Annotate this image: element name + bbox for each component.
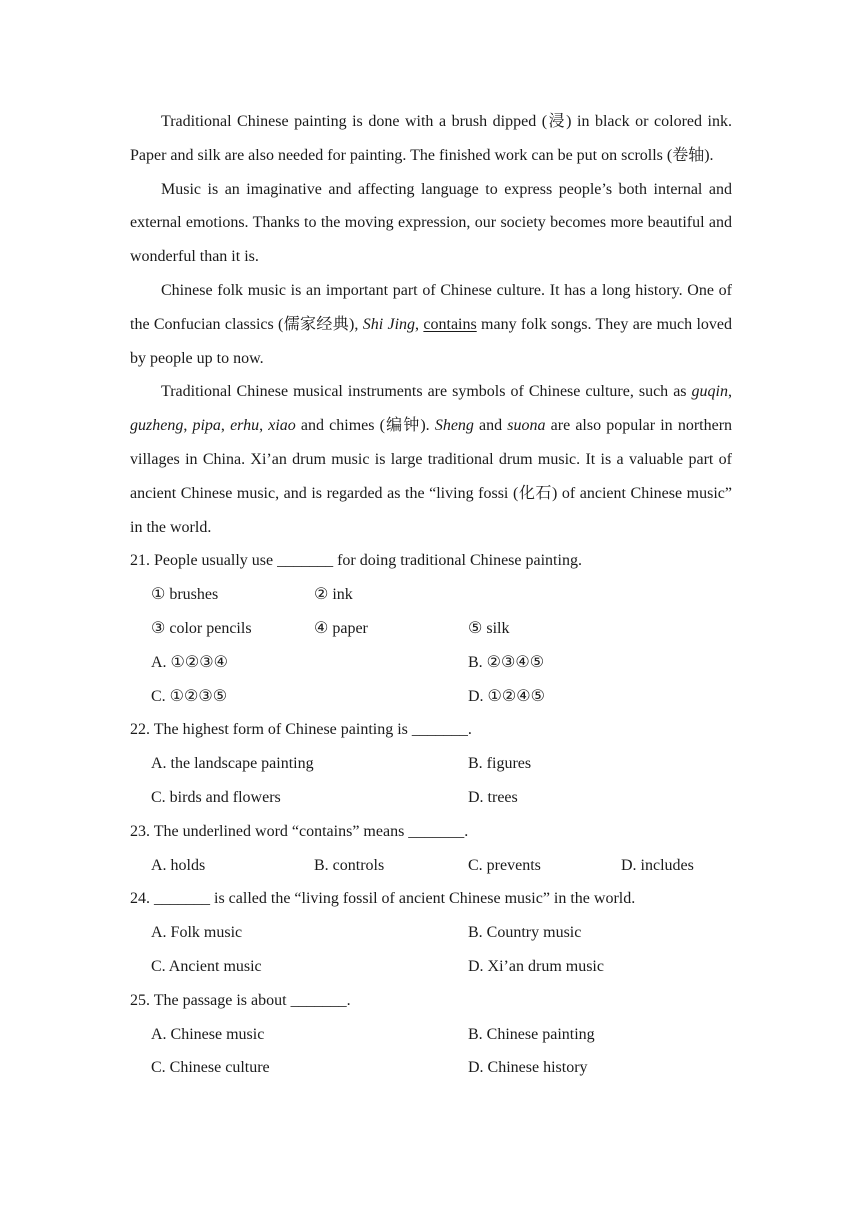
question-24-options-row-1 bbox=[130, 916, 732, 950]
question-21-items-row-2 bbox=[130, 612, 732, 646]
question-21-stem: 21. People usually use _______ for doing traditional Chinese painting. bbox=[130, 552, 582, 570]
question-23-stem: 23. The underlined word “contains” means _______. bbox=[130, 822, 469, 840]
italic-term: guqin bbox=[691, 383, 728, 401]
passage-paragraph-1: Traditional Chinese painting is done with a brush dipped (浸) in black or colored ink. Paper and silk are also needed for painting. The finished work can be put on scrolls (卷轴). bbox=[130, 113, 732, 164]
question-21-option-c: C. ①②③⑤ bbox=[151, 687, 228, 705]
question-21-option-d: D. ①②④⑤ bbox=[468, 687, 545, 705]
passage-paragraph-4: Traditional Chinese musical instruments are symbols of Chinese culture, such as guqin, guzheng, pipa, erhu, xiao and chimes (编钟). Sheng and suona are also popular in northern villages in China. Xi’an drum music is large traditional drum music. It is a valuable part of ancient Chinese music, and is regarded as the “living fossi (化石) of ancient Chinese music” in the world. bbox=[130, 383, 733, 536]
question-22-stem: 22. The highest form of Chinese painting is _______. bbox=[130, 721, 472, 739]
question-24-option-d: D. Xi’an drum music bbox=[468, 957, 604, 975]
question-21-option-b: B. ②③④⑤ bbox=[468, 653, 545, 671]
question-21-item: ① brushes bbox=[151, 586, 219, 604]
question-21-items-row-1 bbox=[130, 578, 732, 612]
question-24-option-a: A. Folk music bbox=[151, 924, 243, 942]
question-21-options-row-1 bbox=[130, 646, 732, 680]
italic-term: Sheng bbox=[434, 417, 474, 435]
question-22-option-a: A. the landscape painting bbox=[151, 755, 314, 773]
question-23-option-b: B. controls bbox=[314, 856, 385, 874]
passage-paragraph-3: Chinese folk music is an important part of Chinese culture. It has a long history. One of the Confucian classics (儒家经典), Shi Jing, contains many folk songs. They are much loved by people up to now. bbox=[130, 281, 733, 367]
underlined-word: contains bbox=[423, 315, 477, 333]
question-25-option-b: B. Chinese painting bbox=[468, 1025, 595, 1043]
question-22-option-b: B. figures bbox=[468, 755, 532, 773]
question-23-option-a: A. holds bbox=[151, 856, 206, 874]
question-21-item: ④ paper bbox=[314, 619, 368, 637]
question-21-item: ③ color pencils bbox=[151, 619, 252, 637]
question-25-option-a: A. Chinese music bbox=[151, 1025, 265, 1043]
question-23-option-d: D. includes bbox=[621, 856, 694, 874]
italic-term: erhu bbox=[230, 417, 260, 435]
question-25-options-row-1 bbox=[130, 1018, 732, 1052]
question-24-option-c: C. Ancient music bbox=[151, 957, 262, 975]
question-21-option-a: A. ①②③④ bbox=[151, 653, 228, 671]
italic-term: pipa bbox=[192, 417, 221, 435]
question-25-stem: 25. The passage is about _______. bbox=[130, 991, 351, 1009]
italic-term: guzheng bbox=[130, 417, 184, 435]
question-24-option-b: B. Country music bbox=[468, 924, 582, 942]
italic-term: xiao bbox=[268, 417, 296, 435]
question-22-options-row-2 bbox=[130, 781, 732, 815]
question-23-options-row bbox=[130, 849, 732, 883]
question-21-item: ② ink bbox=[314, 586, 353, 604]
passage-paragraph-2: Music is an imaginative and affecting language to express people’s both internal and external emotions. Thanks to the moving expression, our society becomes more beautiful and wonderful than it is. bbox=[130, 180, 732, 266]
question-22-option-c: C. birds and flowers bbox=[151, 788, 281, 806]
italic-term: Shi Jing bbox=[362, 315, 416, 333]
question-24-options-row-2 bbox=[130, 950, 732, 984]
question-25-option-c: C. Chinese culture bbox=[151, 1059, 270, 1077]
italic-term: suona bbox=[507, 417, 546, 435]
question-22-option-d: D. trees bbox=[468, 788, 518, 806]
question-21-item: ⑤ silk bbox=[468, 619, 510, 637]
question-25-options-row-2 bbox=[130, 1051, 732, 1085]
question-25-option-d: D. Chinese history bbox=[468, 1059, 588, 1077]
question-23-option-c: C. prevents bbox=[468, 856, 541, 874]
document-page bbox=[130, 105, 732, 1085]
question-21-options-row-2 bbox=[130, 680, 732, 714]
question-24-stem: 24. _______ is called the “living fossil of ancient Chinese music” in the world. bbox=[130, 890, 636, 908]
question-22-options-row-1 bbox=[130, 747, 732, 781]
